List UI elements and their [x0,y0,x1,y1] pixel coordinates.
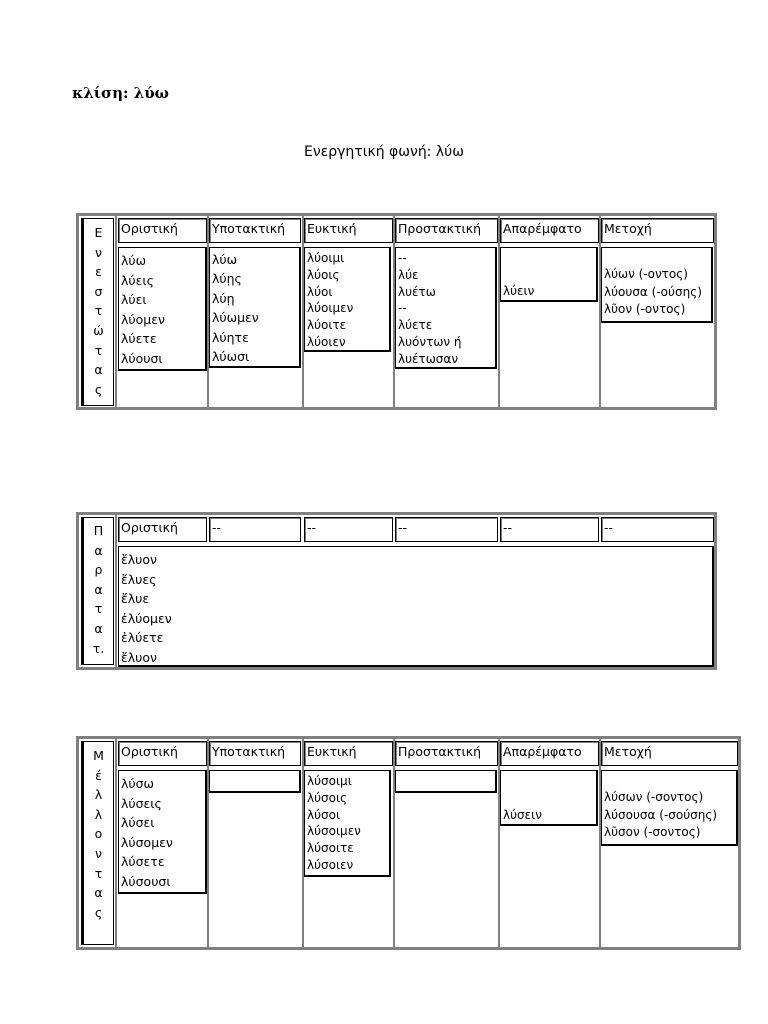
tense-letter: ς [94,381,103,397]
header-empty: -- [601,517,714,542]
tense-letter: τ [94,342,103,358]
verb-form: λύω [121,253,147,268]
verb-form: λῦσον (-σοντος) [604,825,701,839]
tense-letter: Ε [94,225,103,240]
metochi-forms [601,770,738,846]
header-prostaktiki: Προστακτική [395,218,498,243]
verb-form: λύσειν [503,808,542,822]
tense-letter: ν [95,845,102,861]
page-heading: κλίση: λύω [72,84,169,102]
tense-letter: λ [94,806,103,822]
ypotaktiki-forms [209,247,301,368]
header-empty: -- [395,517,498,542]
header-metochi: Μετοχή [601,741,738,766]
aparemfato-forms [500,770,598,826]
verb-form: λύωμεν [212,310,259,326]
verb-form: λύοιεν [307,334,346,349]
verb-form: λύσει [121,815,155,831]
verb-form: λύσοι [307,807,341,822]
verb-form: λύομεν [121,311,165,327]
header-oristiki: Οριστική [118,517,207,542]
verb-form: λύσοιμεν [307,824,361,839]
verb-form: λύσουσα (-σούσης) [604,807,718,822]
verb-form: λύσοιμι [307,774,352,788]
verb-form: ἔλυες [121,571,157,587]
verb-form: λυέτω [398,284,436,299]
verb-form: λύητε [212,329,249,345]
verb-form: λύει [121,292,147,308]
verb-form: λύειν [503,284,535,298]
tense-letter: έ [95,767,102,783]
tense-letter: τ. [92,640,105,656]
ypotaktiki-forms-empty [209,770,301,793]
header-ypotaktiki: Υποτακτική [209,741,301,766]
present-tense-table [76,213,717,410]
tense-letter: α [94,542,103,558]
verb-form: λύσοις [307,790,348,805]
future-tense-table [76,736,741,950]
verb-form: λύσεις [121,795,162,811]
tense-letter: τ [94,865,103,881]
tense-letter: ν [95,244,102,260]
verb-form: λύετε [121,331,157,347]
voice-title: Ενεργητική φωνή: λύω [304,144,464,160]
header-aparemfato: Απαρέμφατο [500,741,599,766]
tense-letter: α [94,620,103,636]
verb-form: λύουσι [121,350,163,366]
verb-form: λύῃς [212,271,242,287]
imperfect-table [76,512,717,670]
verb-form: λύων (-οντος) [604,267,688,281]
tense-label [81,741,114,945]
tense-letter: τ [94,601,103,617]
verb-form: λύσοιεν [307,857,354,872]
verb-form: λῦον (-οντος) [604,302,686,316]
verb-form: λύω [212,252,238,267]
verb-form: λύοιμεν [307,301,354,316]
tense-letter: Μ [93,748,104,763]
verb-form: λύσουσι [121,873,171,889]
tense-letter: ο [94,826,103,842]
verb-form: λυέτωσαν [398,351,459,366]
verb-form: ἔλυε [121,591,150,607]
tense-letter: σ [94,283,103,299]
header-ypotaktiki: Υποτακτική [209,218,301,243]
tense-letter: ώ [93,322,104,338]
verb-form: λύοιμι [307,251,345,265]
header-aparemfato: Απαρέμφατο [500,218,599,243]
euktiki-forms [304,770,391,877]
oristiki-forms [118,770,207,894]
aparemfato-forms [500,247,598,302]
verb-form: λύσετε [121,854,165,870]
verb-form: λύωσι [212,349,250,365]
verb-form: λυόντων ή [398,334,462,349]
verb-form: -- [398,301,407,316]
verb-form: λύε [398,267,419,282]
header-euktiki: Ευκτική [304,741,393,766]
tense-letter: Π [93,523,104,538]
verb-form: λύετε [398,318,433,333]
tense-letter: λ [94,787,103,803]
tense-letter: α [94,362,103,378]
tense-letter: ρ [94,562,103,578]
tense-letter: ε [95,264,102,280]
header-oristiki: Οριστική [118,218,207,243]
header-empty: -- [500,517,599,542]
tense-label [81,517,114,665]
verb-form: λύοι [307,284,333,299]
header-empty: -- [209,517,301,542]
header-prostaktiki: Προστακτική [395,741,498,766]
verb-form: λύσοιτε [307,841,354,856]
verb-form: λύουσα (-ούσης) [604,284,702,299]
verb-form: λύσω [121,776,155,791]
verb-form: λύοιτε [307,318,347,333]
verb-form: λύσομεν [121,834,173,850]
verb-form: λύεις [121,272,154,288]
oristiki-forms [118,247,207,371]
header-oristiki: Οριστική [118,741,207,766]
verb-form: -- [398,251,407,265]
tense-letter: α [94,885,103,901]
euktiki-forms [304,247,391,352]
verb-form: ἐλύομεν [121,610,172,626]
prostaktiki-forms-empty [395,770,497,793]
prostaktiki-forms [395,247,497,369]
verb-form: λύῃ [212,290,235,306]
tense-letter: ς [94,904,103,920]
header-empty: -- [304,517,393,542]
header-metochi: Μετοχή [601,218,714,243]
verb-form: ἔλυον [121,552,158,567]
metochi-forms [601,247,713,323]
tense-letter: α [94,581,103,597]
verb-form: ἐλύετε [121,630,164,646]
verb-form: ἔλυον [121,649,158,665]
verb-form: λύσων (-σοντος) [604,790,704,804]
verb-form: λύοις [307,267,340,282]
oristiki-forms [118,546,714,667]
col-cell [499,215,600,408]
tense-letter: τ [94,303,103,319]
header-euktiki: Ευκτική [304,218,393,243]
tense-label [81,218,114,406]
